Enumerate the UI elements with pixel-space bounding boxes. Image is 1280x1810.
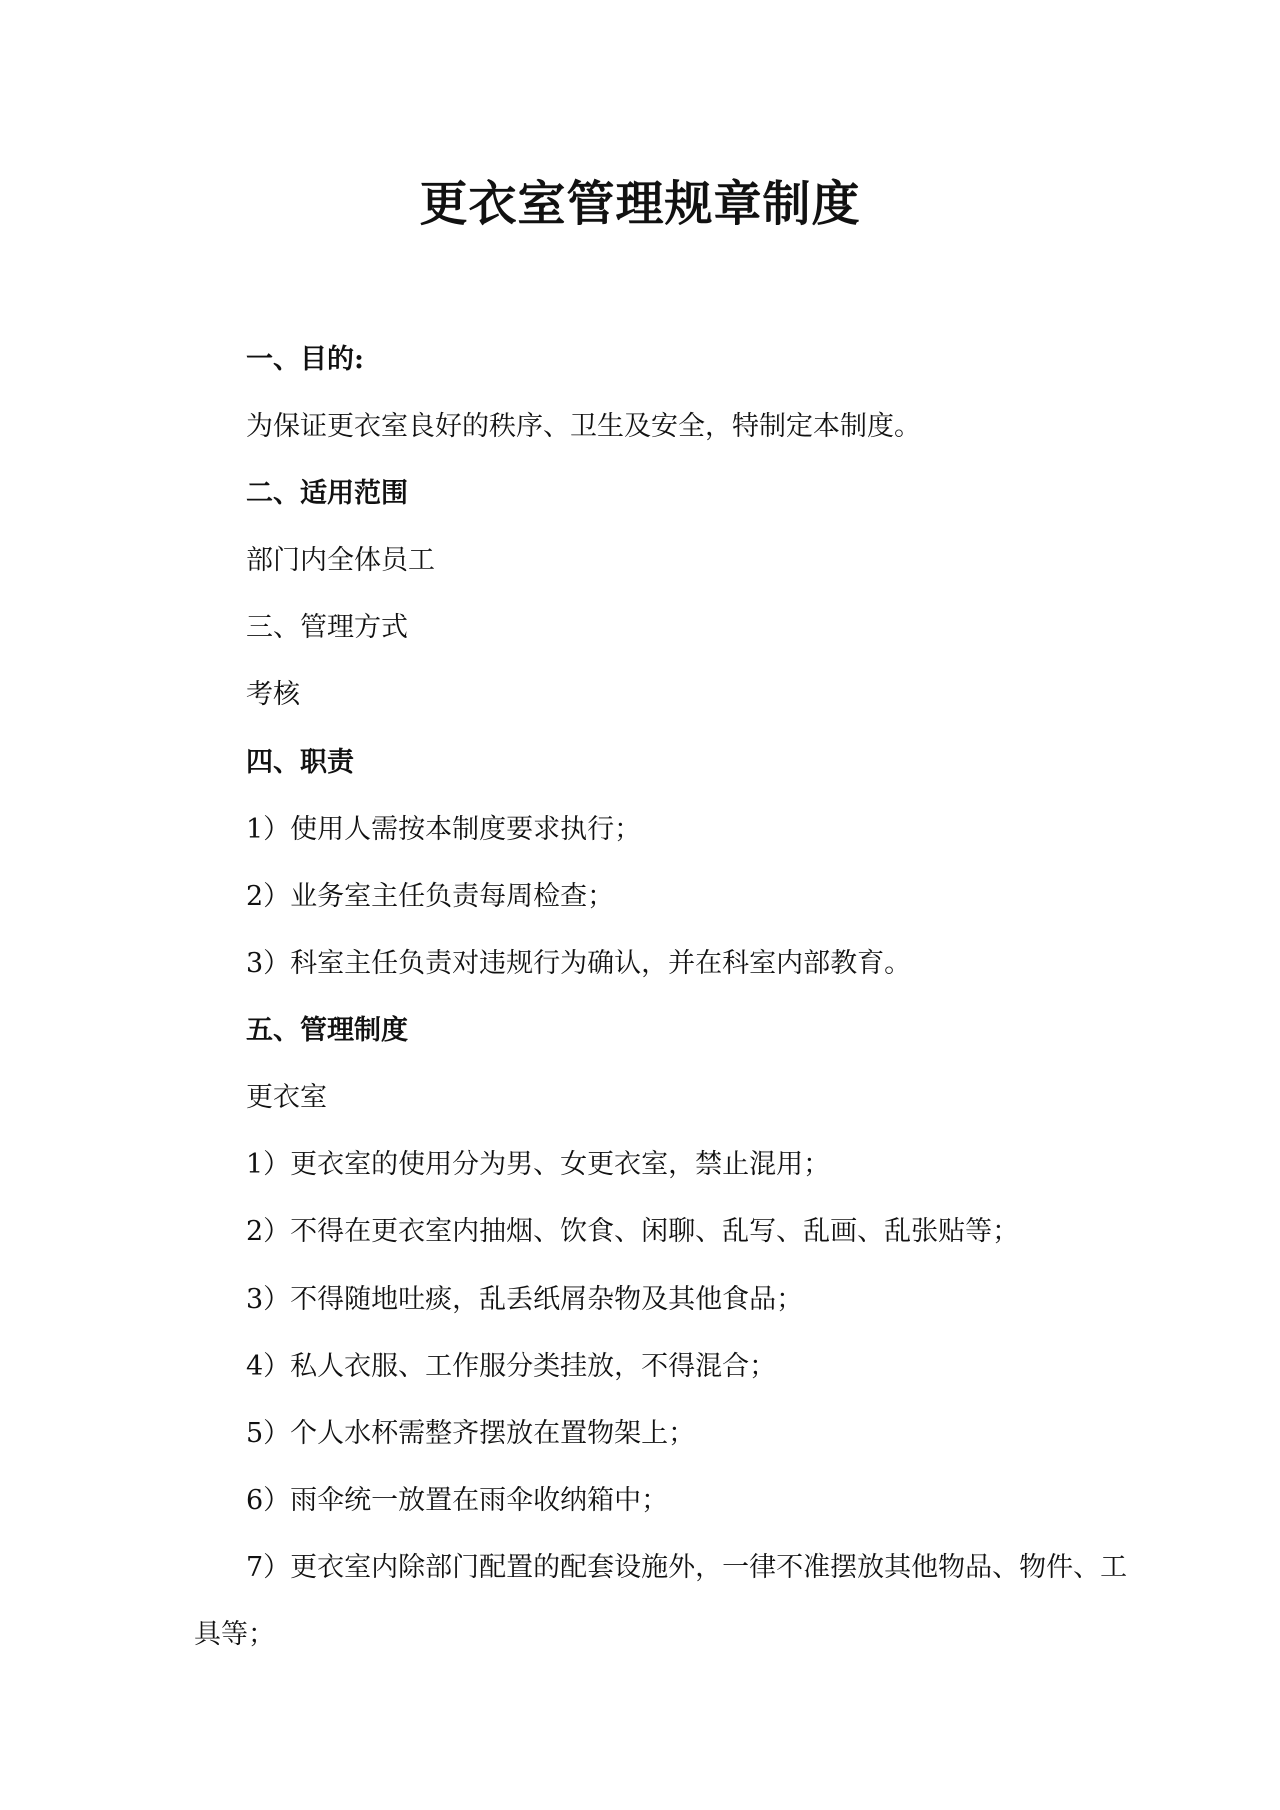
document-title: 更衣室管理规章制度 — [419, 176, 861, 232]
list-item-continuation: 具等； — [194, 1619, 275, 1650]
list-item: 7）更衣室内除部门配置的配套设施外，一律不准摆放其他物品、物件、工 — [246, 1552, 1128, 1583]
section-text-purpose: 为保证更衣室良好的秩序、卫生及安全，特制定本制度。 — [246, 411, 921, 442]
list-item: 6）雨伞统一放置在雨伞收纳箱中； — [246, 1485, 669, 1516]
list-item: 1）使用人需按本制度要求执行； — [246, 814, 642, 845]
list-item: 3）不得随地吐痰，乱丢纸屑杂物及其他食品； — [246, 1284, 804, 1315]
section-heading-method: 三、管理方式 — [246, 612, 408, 643]
list-item: 4）私人衣服、工作服分类挂放，不得混合； — [246, 1351, 777, 1382]
list-item: 3）科室主任负责对违规行为确认，并在科室内部教育。 — [246, 948, 912, 979]
list-item: 2）不得在更衣室内抽烟、饮食、闲聊、乱写、乱画、乱张贴等； — [246, 1216, 1020, 1247]
section-text-method: 考核 — [246, 679, 300, 710]
section-heading-duties: 四、职责 — [246, 747, 354, 778]
subsection-label: 更衣室 — [246, 1082, 327, 1113]
list-item: 5）个人水杯需整齐摆放在置物架上； — [246, 1418, 696, 1449]
list-item: 2）业务室主任负责每周检查； — [246, 881, 615, 912]
section-heading-rules: 五、管理制度 — [246, 1015, 408, 1046]
section-heading-scope: 二、适用范围 — [246, 478, 408, 509]
section-heading-purpose: 一、目的: — [246, 344, 364, 375]
list-item: 1）更衣室的使用分为男、女更衣室，禁止混用； — [246, 1149, 831, 1180]
section-text-scope: 部门内全体员工 — [246, 545, 435, 576]
